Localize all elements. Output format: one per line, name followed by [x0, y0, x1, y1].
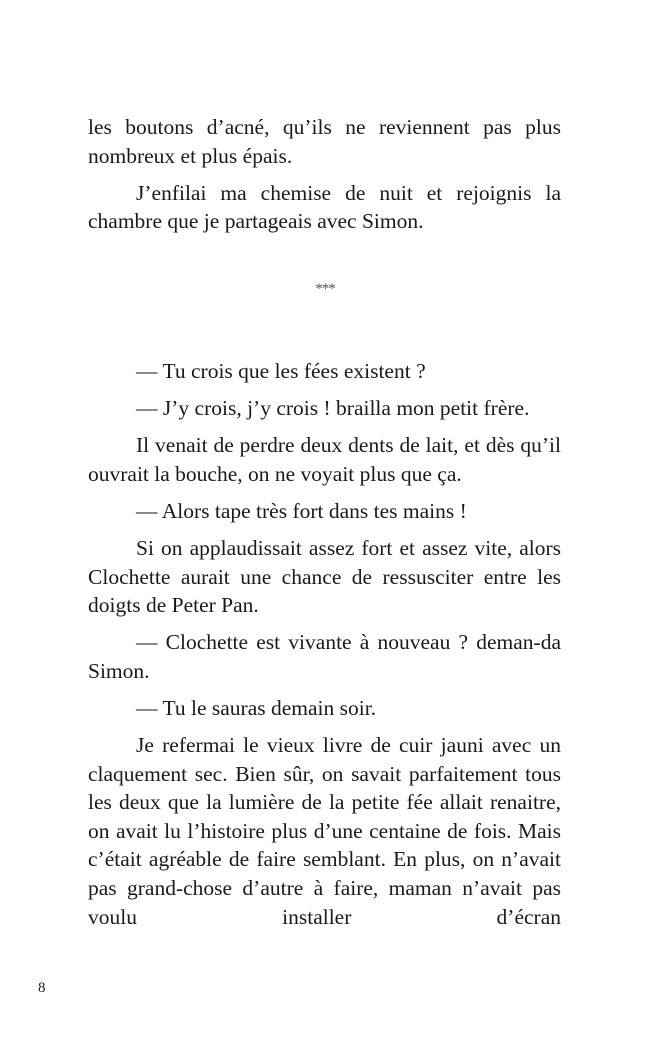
paragraph: Si on applaudissait assez fort et assez vite, alors Clochette aurait une chance de ressusciter entre les doigts de Peter Pan.: [88, 535, 561, 618]
dialogue-paragraph: — Alors tape très fort dans tes mains !: [136, 498, 467, 523]
paragraph: J’enfilai ma chemise de nuit et rejoignis la chambre que je partageais avec Simon.: [88, 180, 561, 234]
dialogue-paragraph: — J’y crois, j’y crois ! brailla mon petit frère.: [136, 396, 530, 421]
text-block-before-separator: [88, 113, 561, 236]
dialogue-paragraph: — Tu le sauras demain soir.: [136, 695, 377, 720]
section-separator: ***: [315, 281, 335, 297]
dialogue-paragraph: — Clochette est vivante à nouveau ? deman-da Simon.: [88, 630, 561, 683]
paragraph: Je refermai le vieux livre de cuir jauni avec un claquement sec. Bien sûr, on savait parfaitement tous les deux que la lumière de la petite fée allait renaitre, on avait lu l’histoire plus d’une centaine de fois. Mais c’était agréable de faire semblant. En plus, on n’avait pas grand-chose d’autre à faire, maman n’avait pas voulu installer d’écran: [88, 733, 561, 929]
paragraph: Il venait de perdre deux dents de lait, et dès qu’il ouvrait la bouche, on ne voyait plus que ça.: [88, 433, 561, 486]
page-number: 8: [38, 980, 46, 996]
dialogue-paragraph: — Tu crois que les fées existent ?: [136, 359, 426, 383]
text-block-after-separator: [88, 357, 561, 931]
paragraph: les boutons d’acné, qu’ils ne reviennent pas plus nombreux et plus épais.: [88, 115, 561, 168]
